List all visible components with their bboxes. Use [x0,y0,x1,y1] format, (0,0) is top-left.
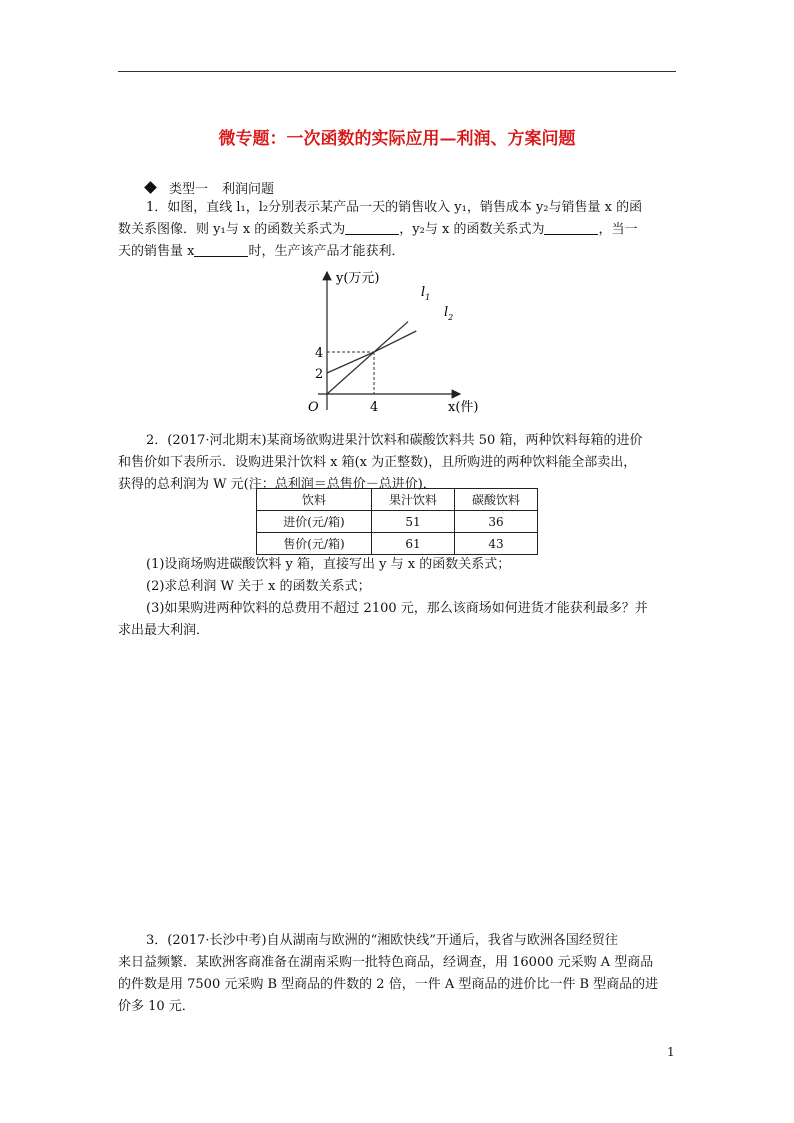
answer-blank-1[interactable] [345,222,399,235]
problem2-q1: (1)设商场购进碳酸饮料 y 箱，直接写出 y 与 x 的函数关系式； [146,557,511,572]
problem2-q2: (2)求总利润 W 关于 x 的函数关系式； [146,579,371,594]
answer-blank-2[interactable] [544,222,598,235]
x-axis-label: x(件) [448,400,479,415]
problem2-line1: 2．(2017·河北期末)某商场欲购进果汁饮料和碳酸饮料共 50 箱，两种饮料每箱的进价 [146,433,643,448]
header-rule [118,71,676,72]
series-label-l1: $l_1$ [421,285,431,302]
problem1-text: ，y₂与 x 的函数关系式为 [399,222,545,237]
y-axis-label: y(万元) [336,271,380,286]
y-tick-label: 4 [315,346,324,361]
function-graph [300,262,479,418]
problem1-text: 数关系图像．则 y₁与 x 的函数关系式为 [118,222,346,237]
table-cell: 36 [455,511,538,533]
problem1-text: ，当一 [598,222,638,237]
diamond-bullet-icon [144,181,157,194]
y-tick-label: 2 [315,367,324,382]
problem3-line2: 来日益频繁．某欧洲客商准备在湖南采购一批特色商品，经调查，用 16000 元采购 A 型商品 [118,955,654,970]
problem1-text: 时，生产该产品才能获利． [248,244,405,259]
page-title: 微专题：一次函数的实际应用—利润、方案问题 [218,129,576,149]
problem3-line4: 价多 10 元． [118,999,195,1014]
table-header-cell: 碳酸饮料 [455,489,538,511]
problem2-line2: 和售价如下表所示．设购进果汁饮料 x 箱(x 为正整数)，且所购进的两种饮料能全部卖出， [118,455,637,470]
section-label: 类型一 [169,182,209,197]
table-cell: 进价(元/箱) [257,511,372,533]
problem2-q3-line2: 求出最大利润． [118,623,210,638]
problem3-line1: 3．(2017·长沙中考)自从湖南与欧洲的“湘欧快线”开通后，我省与欧洲各国经贸往 [146,933,618,948]
series-label-l2: $l_2$ [444,305,454,322]
x-tick-label: 4 [370,400,379,415]
table-row [257,511,538,533]
problem1-line3 [118,241,682,263]
series-line-l1 [327,322,408,394]
answer-blank-3[interactable] [194,244,248,257]
table-cell: 61 [372,533,455,555]
section-name: 利润问题 [222,182,275,197]
section-heading [146,178,274,197]
table-row [257,533,538,555]
table-cell: 售价(元/箱) [257,533,372,555]
problem3-line3: 的件数是用 7500 元采购 B 型商品的件数的 2 倍，一件 A 型商品的进价比一件 B 型商品的进 [118,977,659,992]
problem1-text: 天的销售量 x [118,244,195,259]
table-header-cell: 饮料 [257,489,372,511]
problem1-line1: 1．如图，直线 l₁，l₂分别表示某产品一天的销售收入 y₁，销售成本 y₂与销售量 x 的函 [146,200,643,215]
origin-label: O [308,400,319,415]
table-cell: 51 [372,511,455,533]
series-line-l2 [327,331,416,373]
price-table [256,488,538,555]
problem1-line2 [118,219,682,241]
problem2-line3: 获得的总利润为 W 元(注：总利润＝总售价－总进价)． [118,477,436,492]
table-cell: 43 [455,533,538,555]
table-header-cell: 果汁饮料 [372,489,455,511]
page-number: 1 [667,1045,675,1059]
table-header-row [257,489,538,511]
problem2-q3-line1: (3)如果购进两种饮料的总费用不超过 2100 元，那么该商场如何进货才能获利最多？并 [146,601,648,616]
